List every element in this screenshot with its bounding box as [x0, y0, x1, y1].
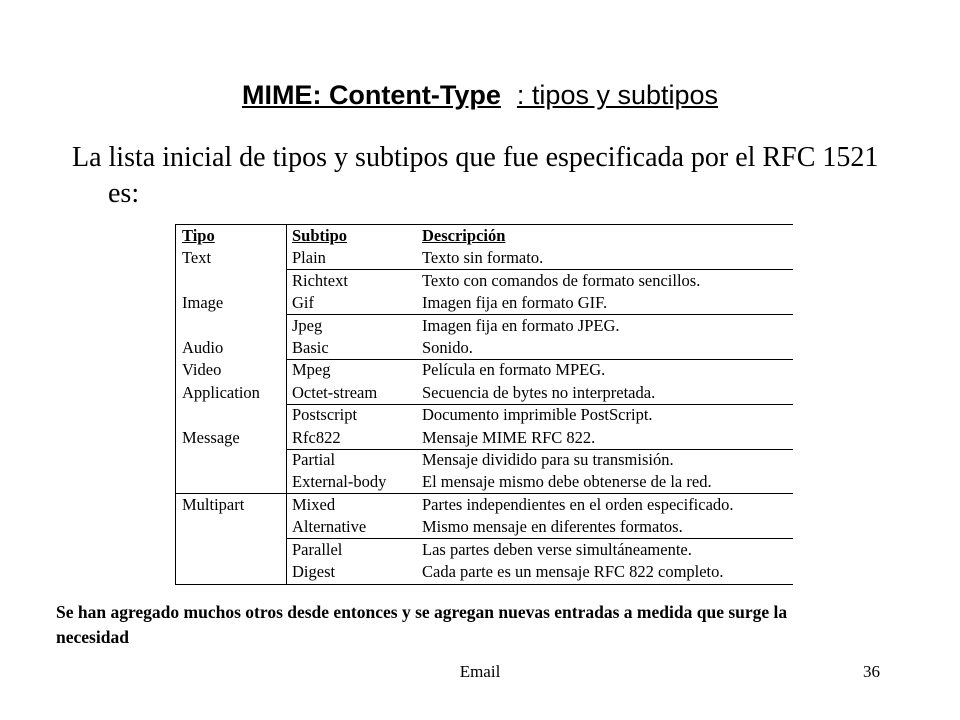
table-row	[176, 427, 793, 449]
cell-descripcion: Cada parte es un mensaje RFC 822 completo.	[422, 562, 724, 581]
cell-tipo: Application	[182, 382, 260, 402]
cell-tipo: Message	[182, 427, 240, 447]
table-row	[176, 494, 793, 516]
slide-title	[0, 80, 960, 111]
table-row	[176, 382, 793, 404]
table-row	[176, 359, 793, 381]
cell-descripcion: Imagen fija en formato JPEG.	[422, 315, 620, 335]
cell-subtipo: Parallel	[292, 539, 343, 559]
cell-subtipo: Alternative	[292, 517, 367, 537]
cell-subtipo: Partial	[292, 450, 336, 469]
cell-descripcion: Las partes deben verse simultáneamente.	[422, 539, 692, 559]
group-separator	[176, 493, 793, 494]
table-row	[176, 292, 793, 314]
cell-descripcion: Texto con comandos de formato sencillos.	[422, 270, 701, 290]
header-descripcion: Descripción	[422, 226, 506, 245]
cell-descripcion: Mensaje MIME RFC 822.	[422, 427, 596, 447]
cell-subtipo: Gif	[292, 293, 314, 313]
table-row	[176, 561, 793, 583]
table-row	[176, 539, 793, 561]
cell-subtipo: Richtext	[292, 270, 348, 290]
cell-tipo: Audio	[182, 338, 224, 357]
table-row	[176, 449, 793, 471]
title-bold-part: MIME: Content-Type	[241, 80, 501, 110]
cell-subtipo: Digest	[292, 562, 336, 581]
cell-subtipo: Jpeg	[292, 315, 323, 335]
cell-descripcion: Partes independientes en el orden especificado.	[422, 494, 734, 514]
cell-descripcion: Imagen fija en formato GIF.	[422, 293, 608, 313]
cell-descripcion: Película en formato MPEG.	[422, 360, 606, 380]
cell-subtipo: Plain	[292, 248, 326, 268]
cell-subtipo: Mixed	[292, 494, 336, 514]
cell-subtipo: External-body	[292, 472, 387, 492]
cell-tipo: Video	[182, 360, 222, 380]
table-header-row	[176, 225, 793, 247]
table-row	[176, 337, 793, 359]
cell-descripcion: Mensaje dividido para su transmisión.	[422, 450, 674, 469]
row-separator	[286, 449, 793, 450]
page-number: 36	[863, 662, 880, 681]
cell-descripcion: Documento imprimible PostScript.	[422, 405, 653, 425]
cell-subtipo: Postscript	[292, 405, 358, 425]
title-regular-part: : tipos y subtipos	[516, 80, 719, 110]
row-separator	[286, 314, 793, 315]
row-separator	[286, 359, 793, 360]
header-tipo: Tipo	[182, 226, 215, 245]
row-separator	[286, 538, 793, 539]
row-separator	[286, 269, 793, 270]
table-row	[176, 247, 793, 269]
cell-subtipo: Octet-stream	[292, 382, 378, 402]
cell-descripcion: Secuencia de bytes no interpretada.	[422, 382, 656, 402]
table-row	[176, 270, 793, 292]
table-row	[176, 315, 793, 337]
cell-tipo: Text	[182, 248, 212, 268]
cell-subtipo: Mpeg	[292, 360, 331, 380]
cell-descripcion: Texto sin formato.	[422, 248, 544, 268]
table-row	[176, 404, 793, 426]
cell-descripcion: Mismo mensaje en diferentes formatos.	[422, 517, 683, 537]
header-subtipo: Subtipo	[292, 226, 348, 245]
cell-subtipo: Rfc822	[292, 427, 341, 447]
cell-descripcion: El mensaje mismo debe obtenerse de la red.	[422, 472, 712, 492]
cell-descripcion: Sonido.	[422, 338, 473, 357]
row-separator	[286, 404, 793, 405]
cell-tipo: Multipart	[182, 494, 245, 514]
intro-paragraph: La lista inicial de tipos y subtipos que fue especificada por el RFC 1521 es:	[72, 142, 879, 209]
cell-subtipo: Basic	[292, 338, 329, 357]
table-row	[176, 471, 793, 493]
table-row	[176, 516, 793, 538]
footer-label: Email	[459, 662, 501, 681]
mime-types-table	[175, 224, 793, 585]
cell-tipo: Image	[182, 293, 224, 313]
footnote: Se han agregado muchos otros desde entonces y se agregan nuevas entradas a medida que surge la necesidad	[56, 602, 788, 647]
